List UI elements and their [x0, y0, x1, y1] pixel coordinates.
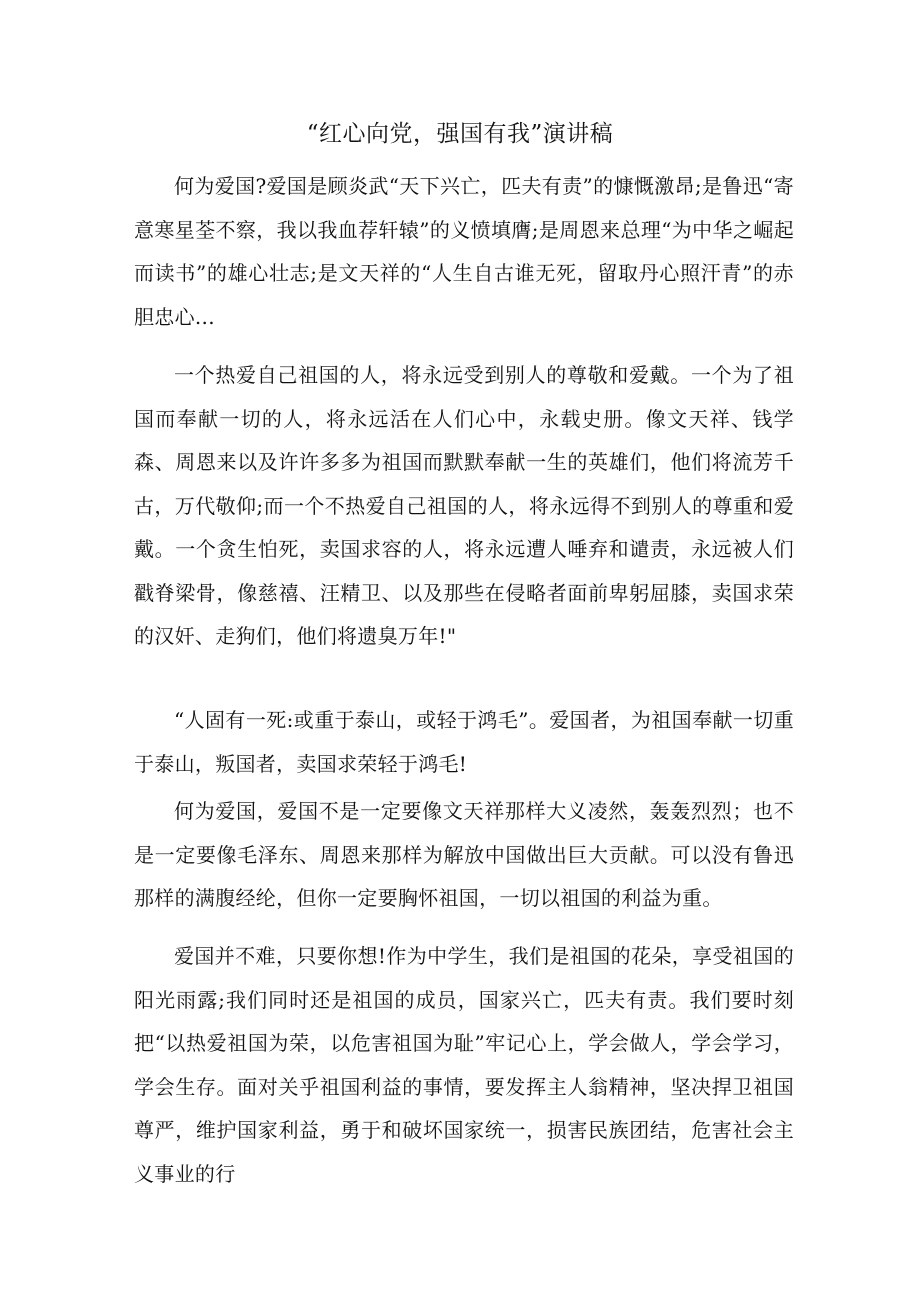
paragraph-5: 爱国并不难，只要你想!作为中学生，我们是祖国的花朵，享受祖国的阳光雨露;我们同时还是祖国的成员，国家兴亡，匹夫有责。我们要时刻把“以热爱祖国为荣，以危害祖国为耻”牢记心上，学会做人，学会学习，学会生存。面对关乎祖国利益的事情，要发挥主人翁精神，坚决捍卫祖国尊严，维护国家利益，勇于和破坏国家统一，损害民族团结，危害社会主义事业的行 — [134, 944, 794, 1186]
paragraph-2: 一个热爱自己祖国的人，将永远受到别人的尊敬和爱戴。一个为了祖国而奉献一切的人，将永远活在人们心中，永载史册。像文天祥、钱学森、周恩来以及许许多多为祖国而默默奉献一生的英雄们，他们将流芳千古，万代敬仰;而一个不热爱自己祖国的人，将永远得不到别人的尊重和爱戴。一个贪生怕死，卖国求容的人，将永远遭人唾弃和谴责，永远被人们戳脊梁骨，像慈禧、汪精卫、以及那些在侵略者面前卑躬屈膝，卖国求荣的汉奸、走狗们，他们将遗臭万年!" — [134, 363, 794, 648]
paragraph-4: 何为爱国，爱国不是一定要像文天祥那样大义凌然，轰轰烈烈；也不是一定要像毛泽东、周恩来那样为解放中国做出巨大贡献。可以没有鲁迅那样的满腹经纶，但你一定要胸怀祖国，一切以祖国的利益为重。 — [134, 799, 794, 910]
paragraph-3: “人固有一死:或重于泰山，或轻于鸿毛”。爱国者，为祖国奉献一切重于泰山，叛国者，卖国求荣轻于鸿毛! — [134, 708, 794, 776]
document-title: “红心向党，强国有我”演讲稿 — [306, 121, 614, 147]
paragraph-1: 何为爱国?爱国是顾炎武“天下兴亡，匹夫有责”的慷慨激昂;是鲁迅“寄意寒星荃不察，我以我血荐轩辕”的义愤填膺;是周恩来总理“为中华之崛起而读书”的雄心壮志;是文天祥的“人生自古谁无死，留取丹心照汗青”的赤胆忠心... — [134, 174, 794, 329]
